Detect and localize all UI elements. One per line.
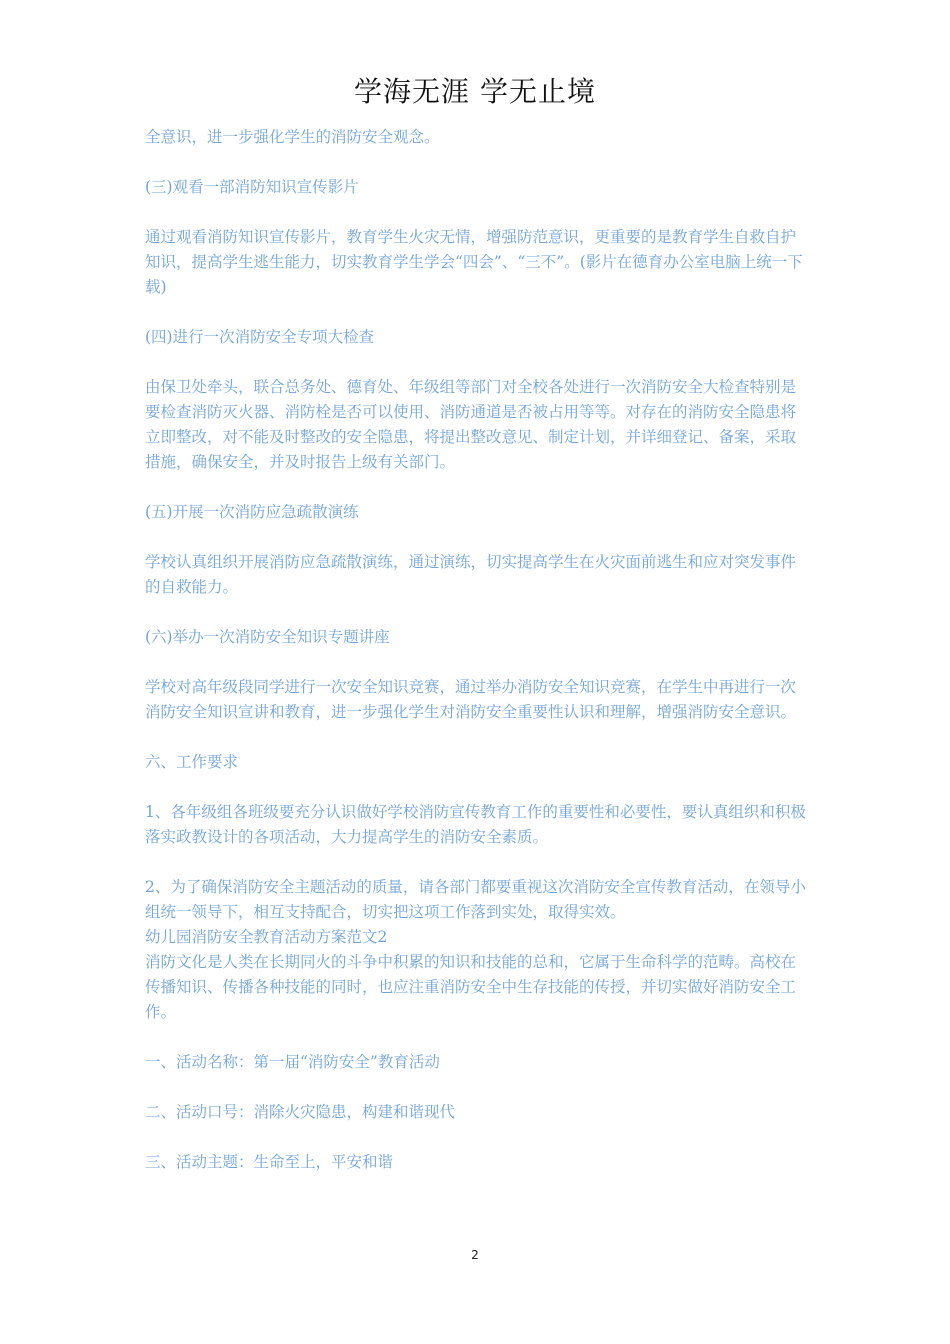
paragraph: 学校对高年级段同学进行一次安全知识竞赛，通过举办消防安全知识竞赛，在学生中再进行一次消防安全知识宣讲和教育，进一步强化学生对消防安全重要性认识和理解，增强消防安全意识。 (145, 678, 797, 721)
paragraph: 全意识，进一步强化学生的消防安全观念。 (145, 128, 440, 146)
list-item: 一、活动名称：第一届“消防安全”教育活动 (145, 1053, 440, 1071)
document-body (145, 125, 810, 1175)
paragraph: 通过观看消防知识宣传影片，教育学生火灾无情，增强防范意识，更重要的是教育学生自救自护知识，提高学生逃生能力，切实教育学生学会“四会”、“三不”。(影片在德育办公室电脑上统一下载) (145, 228, 803, 296)
paragraph: 消防文化是人类在长期同火的斗争中积累的知识和技能的总和，它属于生命科学的范畴。高校在传播知识、传播各种技能的同时，也应注重消防安全中生存技能的传授，并切实做好消防安全工作。 (145, 953, 797, 1021)
list-item: 二、活动口号：消除火灾隐患，构建和谐现代 (145, 1103, 456, 1121)
section-heading: (四)进行一次消防安全专项大检查 (145, 328, 375, 346)
paragraph: 由保卫处牵头，联合总务处、德育处、年级组等部门对全校各处进行一次消防安全大检查特别是要检查消防灭火器、消防栓是否可以使用、消防通道是否被占用等等。对存在的消防安全隐患将立即整改，对不能及时整改的安全隐患，将提出整改意见、制定计划，并详细登记、备案，采取措施，确保安全，并及时报告上级有关部门。 (145, 378, 797, 471)
section-heading: (三)观看一部消防知识宣传影片 (145, 178, 359, 196)
list-item: 三、活动主题：生命至上，平安和谐 (145, 1153, 394, 1171)
document-subtitle: 幼儿园消防安全教育活动方案范文2 (145, 928, 388, 946)
page-header-title: 学海无涯 学无止境 (354, 75, 596, 108)
paragraph: 2、为了确保消防安全主题活动的质量，请各部门都要重视这次消防安全宣传教育活动，在领导小组统一领导下，相互支持配合，切实把这项工作落到实处，取得实效。 (145, 878, 806, 921)
paragraph: 学校认真组织开展消防应急疏散演练，通过演练，切实提高学生在火灾面前逃生和应对突发事件的自救能力。 (145, 553, 797, 596)
section-heading: (六)举办一次消防安全知识专题讲座 (145, 628, 390, 646)
section-heading: (五)开展一次消防应急疏散演练 (145, 503, 359, 521)
page-number: 2 (471, 1248, 479, 1262)
paragraph: 1、各年级组各班级要充分认识做好学校消防宣传教育工作的重要性和必要性，要认真组织和积极落实政教设计的各项活动，大力提高学生的消防安全素质。 (145, 803, 806, 846)
section-heading: 六、工作要求 (145, 753, 239, 771)
